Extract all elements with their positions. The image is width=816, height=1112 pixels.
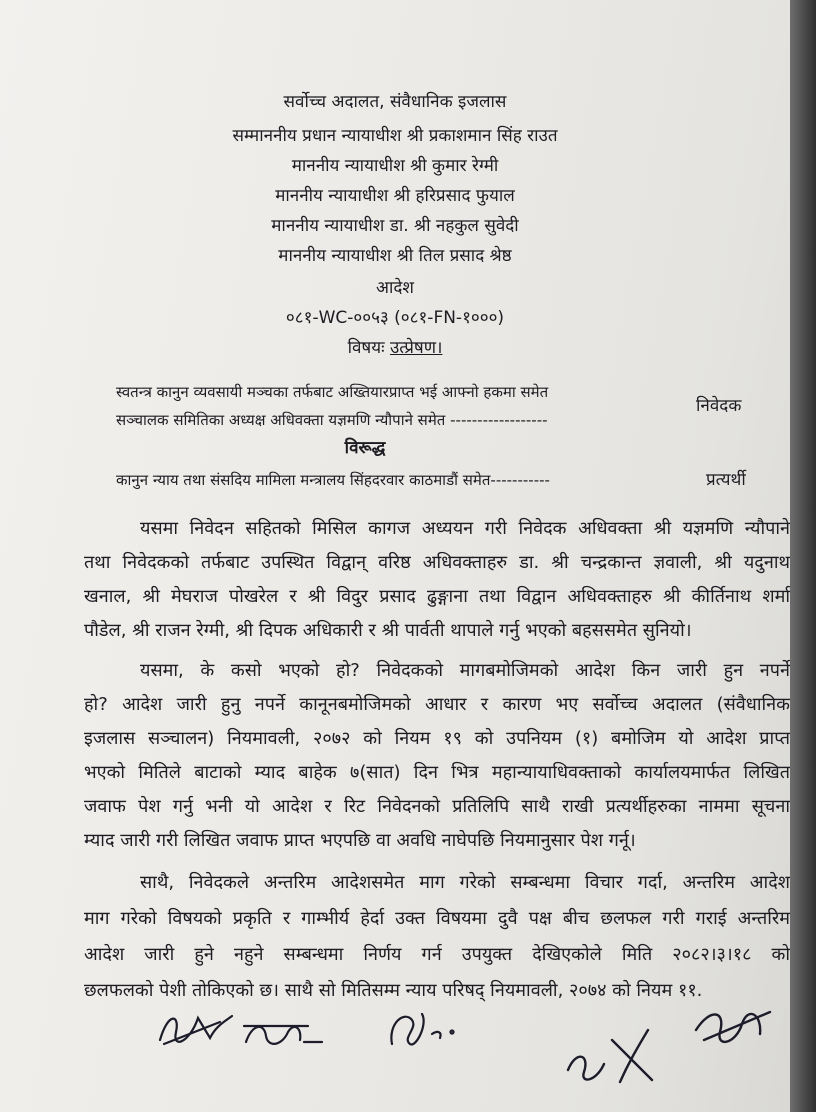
signature-1 (150, 1002, 240, 1052)
order-title: आदेश (376, 278, 414, 298)
respondent-role: प्रत्यर्थी (706, 470, 746, 490)
justice-line: माननीय न्यायाधीश श्री हरिप्रसाद फुयाल (275, 186, 515, 206)
body-paragraph-2-line: भएको मितिले बाटाको म्याद बाहेक ७(सात) दिन भित्र महान्यायाधिवक्ताको कार्यालयमार्फत लिखित (84, 762, 790, 783)
body-paragraph-2-line: यसमा, के कसो भएको हो? निवेदकको मागबमोजिमको आदेश किन जारी हुन नपर्ने (140, 660, 790, 681)
body-paragraph-1-line: तथा निवेदकको तर्फबाट उपस्थित विद्वान् वरिष्ठ अधिवक्ताहरु डा. श्री चन्द्रकान्त ज्ञवाली, श्री यदुनाथ (84, 552, 790, 573)
body-paragraph-1-line: खनाल, श्री मेघराज पोखरेल र श्री विदुर प्रसाद ढुङ्गाना तथा विद्वान अधिवक्ताहरु श्री कीर्तिनाथ शर्मा (84, 586, 790, 607)
court-name: सर्वोच्च अदालत, संवैधानिक इजलास (283, 92, 507, 112)
body-paragraph-3-line: साथै, निवेदकले अन्तरिम आदेशसमेत माग गरेको सम्बन्धमा विचार गर्दा, अन्तरिम आदेश (140, 872, 790, 893)
signature-5 (690, 1000, 780, 1060)
petitioner-line: स्वतन्त्र कानुन व्यवसायी मञ्चका तर्फबाट अख्तियारप्राप्त भई आफ्नो हकमा समेत (116, 383, 549, 401)
body-paragraph-1-line: यसमा निवेदन सहितको मिसिल कागज अध्ययन गरी निवेदक अधिवक्ता श्री यज्ञमणि न्यौपाने (140, 518, 790, 539)
justice-line: माननीय न्यायाधीश श्री कुमार रेग्मी (291, 156, 499, 176)
signature-2 (238, 1012, 328, 1062)
chief-justice: सम्माननीय प्रधान न्यायाधीश श्री प्रकाशमान सिंह राउत (232, 126, 558, 146)
justice-line: माननीय न्यायाधीश डा. श्री नहकुल सुवेदी (271, 216, 519, 236)
body-paragraph-2-line: हो? आदेश जारी हुनु नपर्ने कानूनबमोजिमको आधार र कारण भए सर्वोच्च अदालत (संवैधानिक (84, 694, 790, 715)
body-paragraph-2-line: म्याद जारी गरी लिखित जवाफ प्राप्त भएपछि वा अवधि नाघेपछि नियमानुसार पेश गर्नू। (84, 830, 636, 851)
petitioner-role: निवेदक (696, 396, 742, 416)
body-paragraph-3-line: छलफलको पेशी तोकिएको छ। साथै सो मितिसम्म न्याय परिषद् नियमावली, २०७४ को नियम ११. (84, 980, 703, 1001)
subject-value: उत्प्रेषण। (389, 338, 443, 358)
versus-label: विरूद्ध (344, 438, 386, 458)
body-paragraph-2-line: जवाफ पेश गर्नु भनी यो आदेश र रिट निवेदनको प्रतिलिपि साथै राखी प्रत्यर्थीहरुका नाममा सूचना (84, 796, 790, 817)
signature-3 (382, 1004, 462, 1054)
body-paragraph-2-line: इजलास सञ्चालन) नियमावली, २०७२ को नियम १९ को उपनियम (१) बमोजिम यो आदेश प्राप्त (84, 728, 790, 749)
respondent-line: कानुन न्याय तथा संसदिय मामिला मन्त्रालय सिंहदरवार काठमाडौं समेत----------- (116, 471, 550, 489)
page-edge-shadow (790, 0, 816, 1112)
case-number: ०८१-WC-००५३ (०८१-FN-१०००) (285, 308, 505, 328)
body-paragraph-3-line: आदेश जारी हुने नहुने सम्बन्धमा निर्णय गर्न उपयुक्त देखिएकोले मिति २०८२।३।१८ को (84, 944, 790, 965)
body-paragraph-3-line: माग गरेको विषयको प्रकृति र गाम्भीर्य हेर्दा उक्त विषयमा दुवै पक्ष बीच छलफल गरी गराई अन्तरिम (84, 908, 790, 929)
subject-line (0, 338, 790, 358)
body-paragraph-1-line: पौडेल, श्री राजन रेग्मी, श्री दिपक अधिकारी र श्री पार्वती थापाले गर्नु भएको बहससमेत सुनियो। (84, 620, 692, 641)
signature-4 (562, 1020, 662, 1090)
justice-line: माननीय न्यायाधीश श्री तिल प्रसाद श्रेष्ठ (278, 246, 512, 266)
subject-label: विषयः (347, 338, 385, 358)
petitioner-line: सञ्चालक समितिका अध्यक्ष अधिवक्ता यज्ञमणि न्यौपाने समेत ------------------ (116, 411, 548, 429)
